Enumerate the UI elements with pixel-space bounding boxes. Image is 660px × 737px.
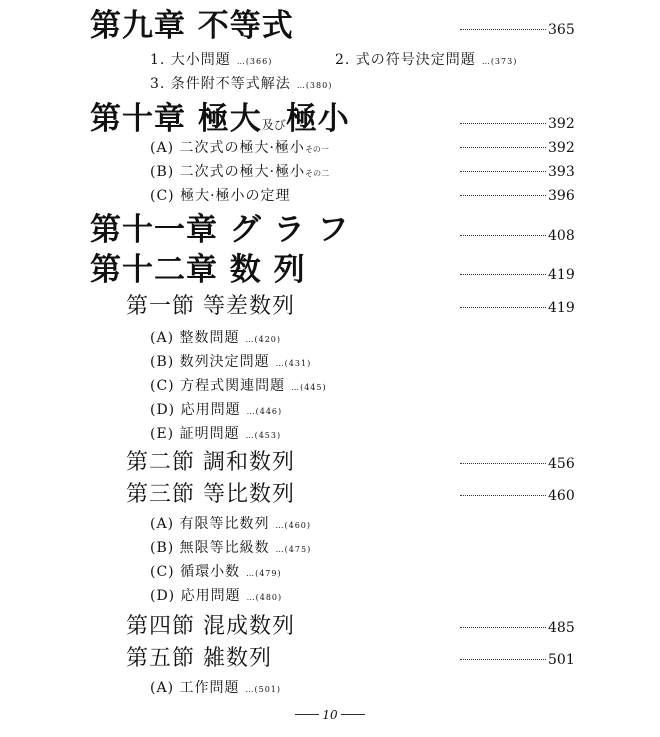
item-page-ref: …(446) — [246, 407, 283, 416]
item-page-ref: …(445) — [291, 383, 327, 392]
item-page-ref — [460, 162, 575, 182]
toc-item — [150, 538, 311, 560]
page-number: 456 — [548, 456, 575, 472]
page-number: 485 — [548, 620, 575, 636]
item-label: (C) 循環小数 — [150, 564, 241, 580]
toc-item — [150, 400, 282, 422]
chapter-10-page-ref — [460, 114, 575, 134]
dot-leader — [460, 195, 546, 196]
item-page-ref: …(460) — [275, 521, 311, 530]
item-page-ref: …(501) — [245, 685, 281, 694]
toc-item: (C) 極大·極小の定理 — [150, 188, 291, 204]
item-label: (D) 応用問題 — [150, 402, 241, 418]
item-page-ref: …(420) — [245, 335, 281, 344]
section-4-title: 第四節 混成数列 — [126, 614, 295, 639]
section-1-page-ref — [460, 298, 575, 318]
section-2-title: 第二節 調和数列 — [126, 450, 295, 475]
toc-item — [335, 50, 517, 72]
item-label: (B) 数列決定問題 — [150, 354, 270, 370]
dot-leader — [460, 627, 546, 628]
item-page-ref: …(366) — [236, 57, 273, 66]
page-number: 501 — [548, 652, 575, 668]
toc-item — [150, 162, 329, 184]
item-label: (C) 方程式関連問題 — [150, 378, 286, 394]
item-page-ref: …(453) — [245, 431, 282, 440]
section-3-page-ref — [460, 486, 575, 506]
toc-item — [150, 678, 281, 700]
item-label: (E) 証明問題 — [150, 426, 240, 442]
item-label: (D) 応用問題 — [150, 588, 241, 604]
item-label: 2. 式の符号決定問題 — [335, 52, 476, 68]
item-label: 1. 大小問題 — [150, 52, 231, 68]
dot-leader — [460, 659, 546, 660]
item-page-ref: …(373) — [481, 57, 518, 66]
section-3-title: 第三節 等比数列 — [126, 482, 295, 507]
chapter-11-title: 第十一章 グ ラ フ — [90, 212, 350, 248]
section-4-page-ref — [460, 618, 575, 638]
item-label: (A) 有限等比数列 — [150, 516, 270, 532]
item-label: 3. 条件附不等式解法 — [150, 76, 291, 92]
item-label: (A) 二次式の極大·極小 — [150, 140, 305, 156]
page-number: 393 — [548, 164, 575, 180]
page-number: 392 — [548, 140, 575, 156]
item-label: (A) 工作問題 — [150, 680, 240, 696]
toc-item — [150, 514, 311, 536]
toc-item — [150, 328, 281, 350]
page-footer — [0, 708, 660, 722]
item-suffix: その二 — [305, 169, 330, 178]
item-page-ref — [460, 138, 575, 158]
chapter-10-title-part: 極小 — [285, 101, 350, 137]
toc-item — [150, 50, 272, 72]
chapter-12-title: 第十二章 数 列 — [90, 252, 306, 288]
toc-item — [150, 424, 281, 446]
footer-page-number: 10 — [322, 708, 338, 722]
page-number: 419 — [548, 300, 575, 316]
page-number: 365 — [548, 22, 575, 38]
dot-leader — [460, 29, 546, 30]
toc-item — [150, 74, 332, 96]
chapter-11-page-ref — [460, 226, 575, 246]
toc-item — [150, 562, 282, 584]
chapter-10-title-small: 及び — [261, 118, 286, 132]
chapter-9-page-ref — [460, 20, 575, 40]
dot-leader — [460, 274, 546, 275]
section-5-page-ref — [460, 650, 575, 670]
item-page-ref: …(480) — [246, 593, 283, 602]
item-label: (A) 整数問題 — [150, 330, 240, 346]
toc-item — [150, 352, 311, 374]
item-page-ref: …(479) — [246, 569, 282, 578]
chapter-9-title: 第九章 不等式 — [90, 8, 294, 44]
item-page-ref — [460, 186, 575, 206]
toc-item — [150, 138, 329, 160]
dot-leader — [460, 171, 546, 172]
page-number: 419 — [548, 267, 575, 283]
item-label: (B) 二次式の極大·極小 — [150, 164, 306, 180]
toc-item — [150, 586, 282, 608]
item-page-ref: …(380) — [296, 81, 333, 90]
page-number: 460 — [548, 488, 575, 504]
item-page-ref: …(475) — [275, 545, 312, 554]
chapter-10-title-part: 第十章 極大 — [90, 101, 262, 137]
section-2-page-ref — [460, 454, 575, 474]
dot-leader — [460, 307, 546, 308]
item-suffix: その一 — [304, 145, 329, 154]
dot-leader — [460, 235, 546, 236]
page-number: 408 — [548, 228, 575, 244]
section-1-title: 第一節 等差数列 — [126, 294, 295, 319]
footer-rule — [295, 714, 319, 715]
footer-rule — [341, 714, 365, 715]
chapter-12-page-ref — [460, 265, 575, 285]
dot-leader — [460, 123, 546, 124]
item-page-ref: …(431) — [275, 359, 312, 368]
chapter-10-title — [90, 101, 350, 143]
item-label: (B) 無限等比級数 — [150, 540, 270, 556]
page-number: 396 — [548, 188, 575, 204]
dot-leader — [460, 495, 546, 496]
section-5-title: 第五節 雑数列 — [126, 646, 272, 671]
page-number: 392 — [548, 116, 575, 132]
dot-leader — [460, 463, 546, 464]
dot-leader — [460, 147, 546, 148]
toc-item — [150, 376, 327, 398]
